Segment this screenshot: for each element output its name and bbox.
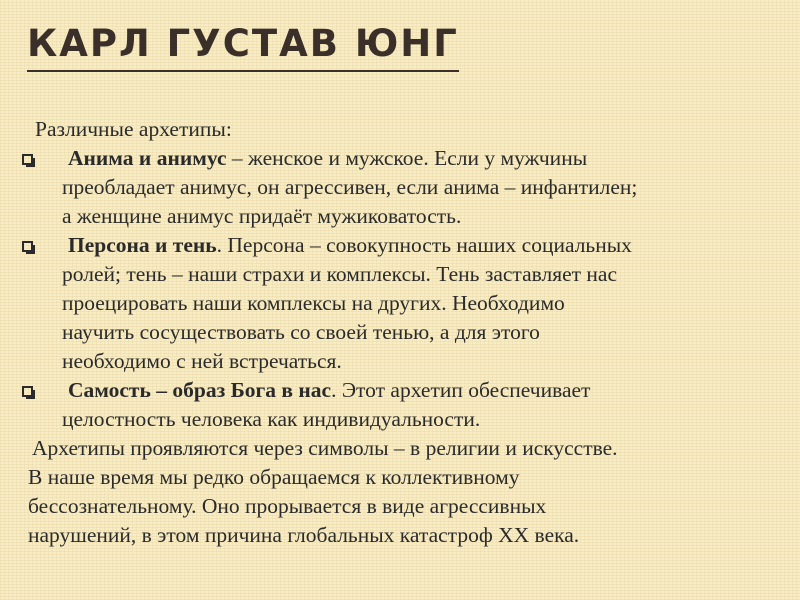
paragraph-line: бессознательному. Оно прорывается в виде агрессивных [28,494,547,518]
bullet-line: преобладает анимус, он агрессивен, если анима – инфантилен; [62,175,638,199]
bullet-line: ролей; тень – наши страхи и комплексы. Тень заставляет нас [62,262,618,286]
bullet-text: . Персона – совокупность наших социальных [216,233,632,257]
checkbox-bullet-icon [22,386,33,397]
bullet-line: научить сосуществовать со своей тенью, а для этого [62,320,540,344]
bullet-term: Анима и анимус [68,146,227,170]
checkbox-bullet-icon [22,241,33,252]
paragraph-line: В наше время мы редко обращаемся к коллективному [28,465,520,489]
bullet-line [68,376,800,405]
bullet-text: . Этот архетип обеспечивает [331,378,591,402]
bullet-item-anima [0,144,800,231]
bullet-line: а женщине анимус придаёт мужиковатость. [62,204,462,228]
checkbox-bullet-icon [22,154,33,165]
slide-title: КАРЛ ГУСТАВ ЮНГ [27,22,459,65]
bullet-line: необходимо с ней встречаться. [62,349,342,373]
bullet-item-persona [0,231,800,376]
closing-paragraph [0,434,800,550]
bullet-line: целостность человека как индивидуальности. [62,407,481,431]
bullet-item-self [0,376,800,434]
bullet-term: Самость – образ Бога в нас [68,378,332,402]
bullet-line [68,144,800,173]
paragraph-line: Архетипы проявляются через символы – в религии и искусстве. [32,436,618,460]
title-underline [27,70,459,72]
bullet-term: Персона и тень [68,233,217,257]
bullet-line [68,231,800,260]
paragraph-line: нарушений, в этом причина глобальных катастроф XX века. [28,523,580,547]
bullet-text: – женское и мужское. Если у мужчины [226,146,588,170]
intro-text: Различные архетипы: [35,117,232,141]
slide-content [0,115,800,550]
bullet-line: проецировать наши комплексы на других. Необходимо [62,291,565,315]
